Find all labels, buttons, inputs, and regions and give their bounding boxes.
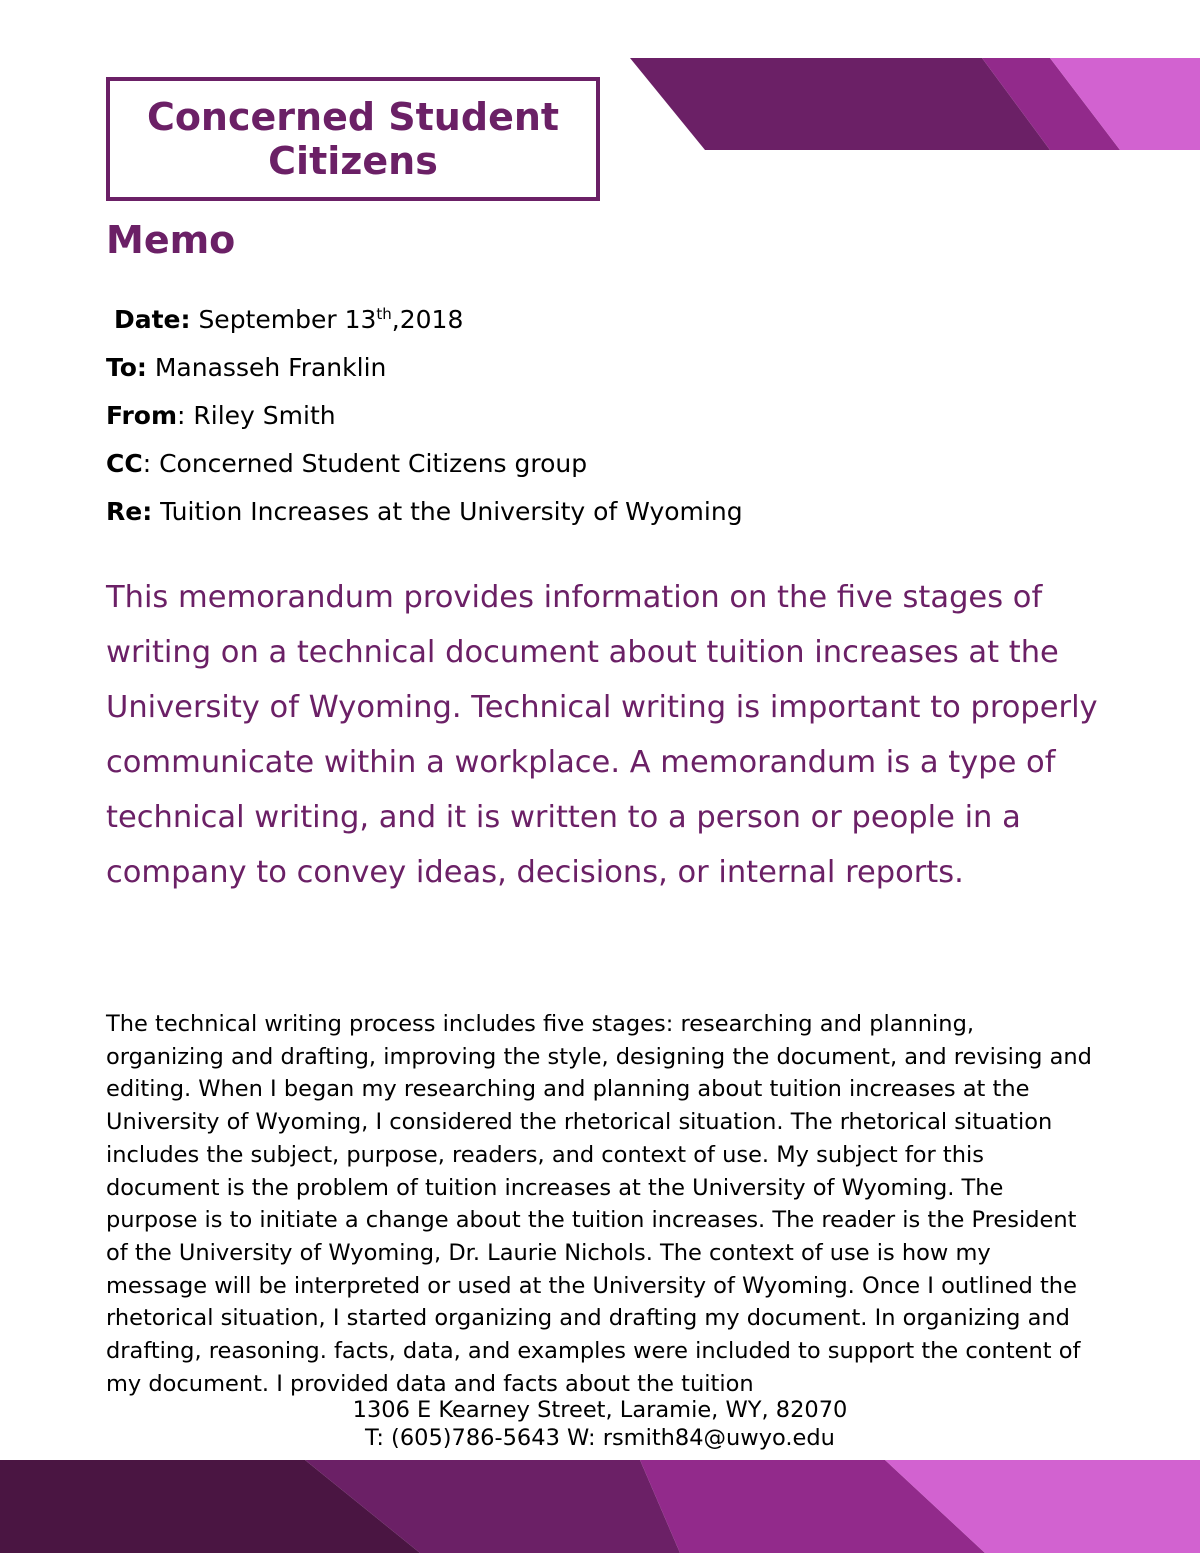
re-value: Tuition Increases at the University of Wyoming: [160, 497, 743, 526]
re-field: [106, 492, 743, 540]
footer-decor-band: [0, 1460, 1200, 1553]
date-value: September 13: [198, 305, 377, 334]
band-shape-dark: [630, 58, 1050, 150]
date-label: Date:: [113, 305, 191, 334]
organization-name-line2: Citizens: [268, 139, 438, 183]
to-value: Manasseh Franklin: [154, 353, 387, 382]
memo-header-fields: [106, 300, 743, 540]
footer-contact: [0, 1396, 1200, 1452]
from-value: : Riley Smith: [177, 401, 336, 430]
cc-value: : Concerned Student Citizens group: [142, 449, 588, 478]
date-field: [106, 300, 743, 348]
footer-address: 1306 E Kearney Street, Laramie, WY, 82070: [352, 1397, 848, 1423]
re-label: Re:: [106, 497, 153, 526]
body-paragraph: The technical writing process includes five stages: researching and planning, organizing and drafting, improving the style, designing the document, and revising and editing. When I began my researching and planning about tuition increases at the University of Wyoming, I considered the rhetorical situation. The rhetorical situation includes the subject, purpose, readers, and context of use. My subject for this document is the problem of tuition increases at the University of Wyoming. The purpose is to initiate a change about the tuition increases. The reader is the President of the University of Wyoming, Dr. Laurie Nichols. The context of use is how my message will be interpreted or used at the University of Wyoming. Once I outlined the rhetorical situation, I started organizing and drafting my document. In organizing and drafting, reasoning. facts, data, and examples were included to support the content of my document. I provided data and facts about the tuition: [106, 1011, 1092, 1397]
cc-label: CC: [106, 449, 143, 478]
from-label: From: [106, 401, 178, 430]
intro-paragraph: This memorandum provides information on the five stages of writing on a technical document about tuition increases at the University of Wyoming. Technical writing is important to properly communicate within a workplace. A memorandum is a type of technical writing, and it is written to a person or people in a company to convey ideas, decisions, or internal reports.: [106, 580, 1098, 890]
date-suffix: th: [376, 305, 392, 323]
to-field: [106, 348, 743, 396]
organization-logo-box: [106, 77, 600, 201]
organization-name: [110, 95, 596, 183]
header-decor-band: [630, 58, 1200, 150]
to-label: To:: [106, 353, 147, 382]
memo-title: Memo: [106, 218, 236, 262]
footer-phone-email: T: (605)786-5643 W: rsmith84@uwyo.edu: [365, 1425, 835, 1451]
cc-field: [106, 444, 743, 492]
from-field: [106, 396, 743, 444]
date-year: ,2018: [391, 305, 464, 334]
organization-name-line1: Concerned Student: [146, 95, 560, 139]
